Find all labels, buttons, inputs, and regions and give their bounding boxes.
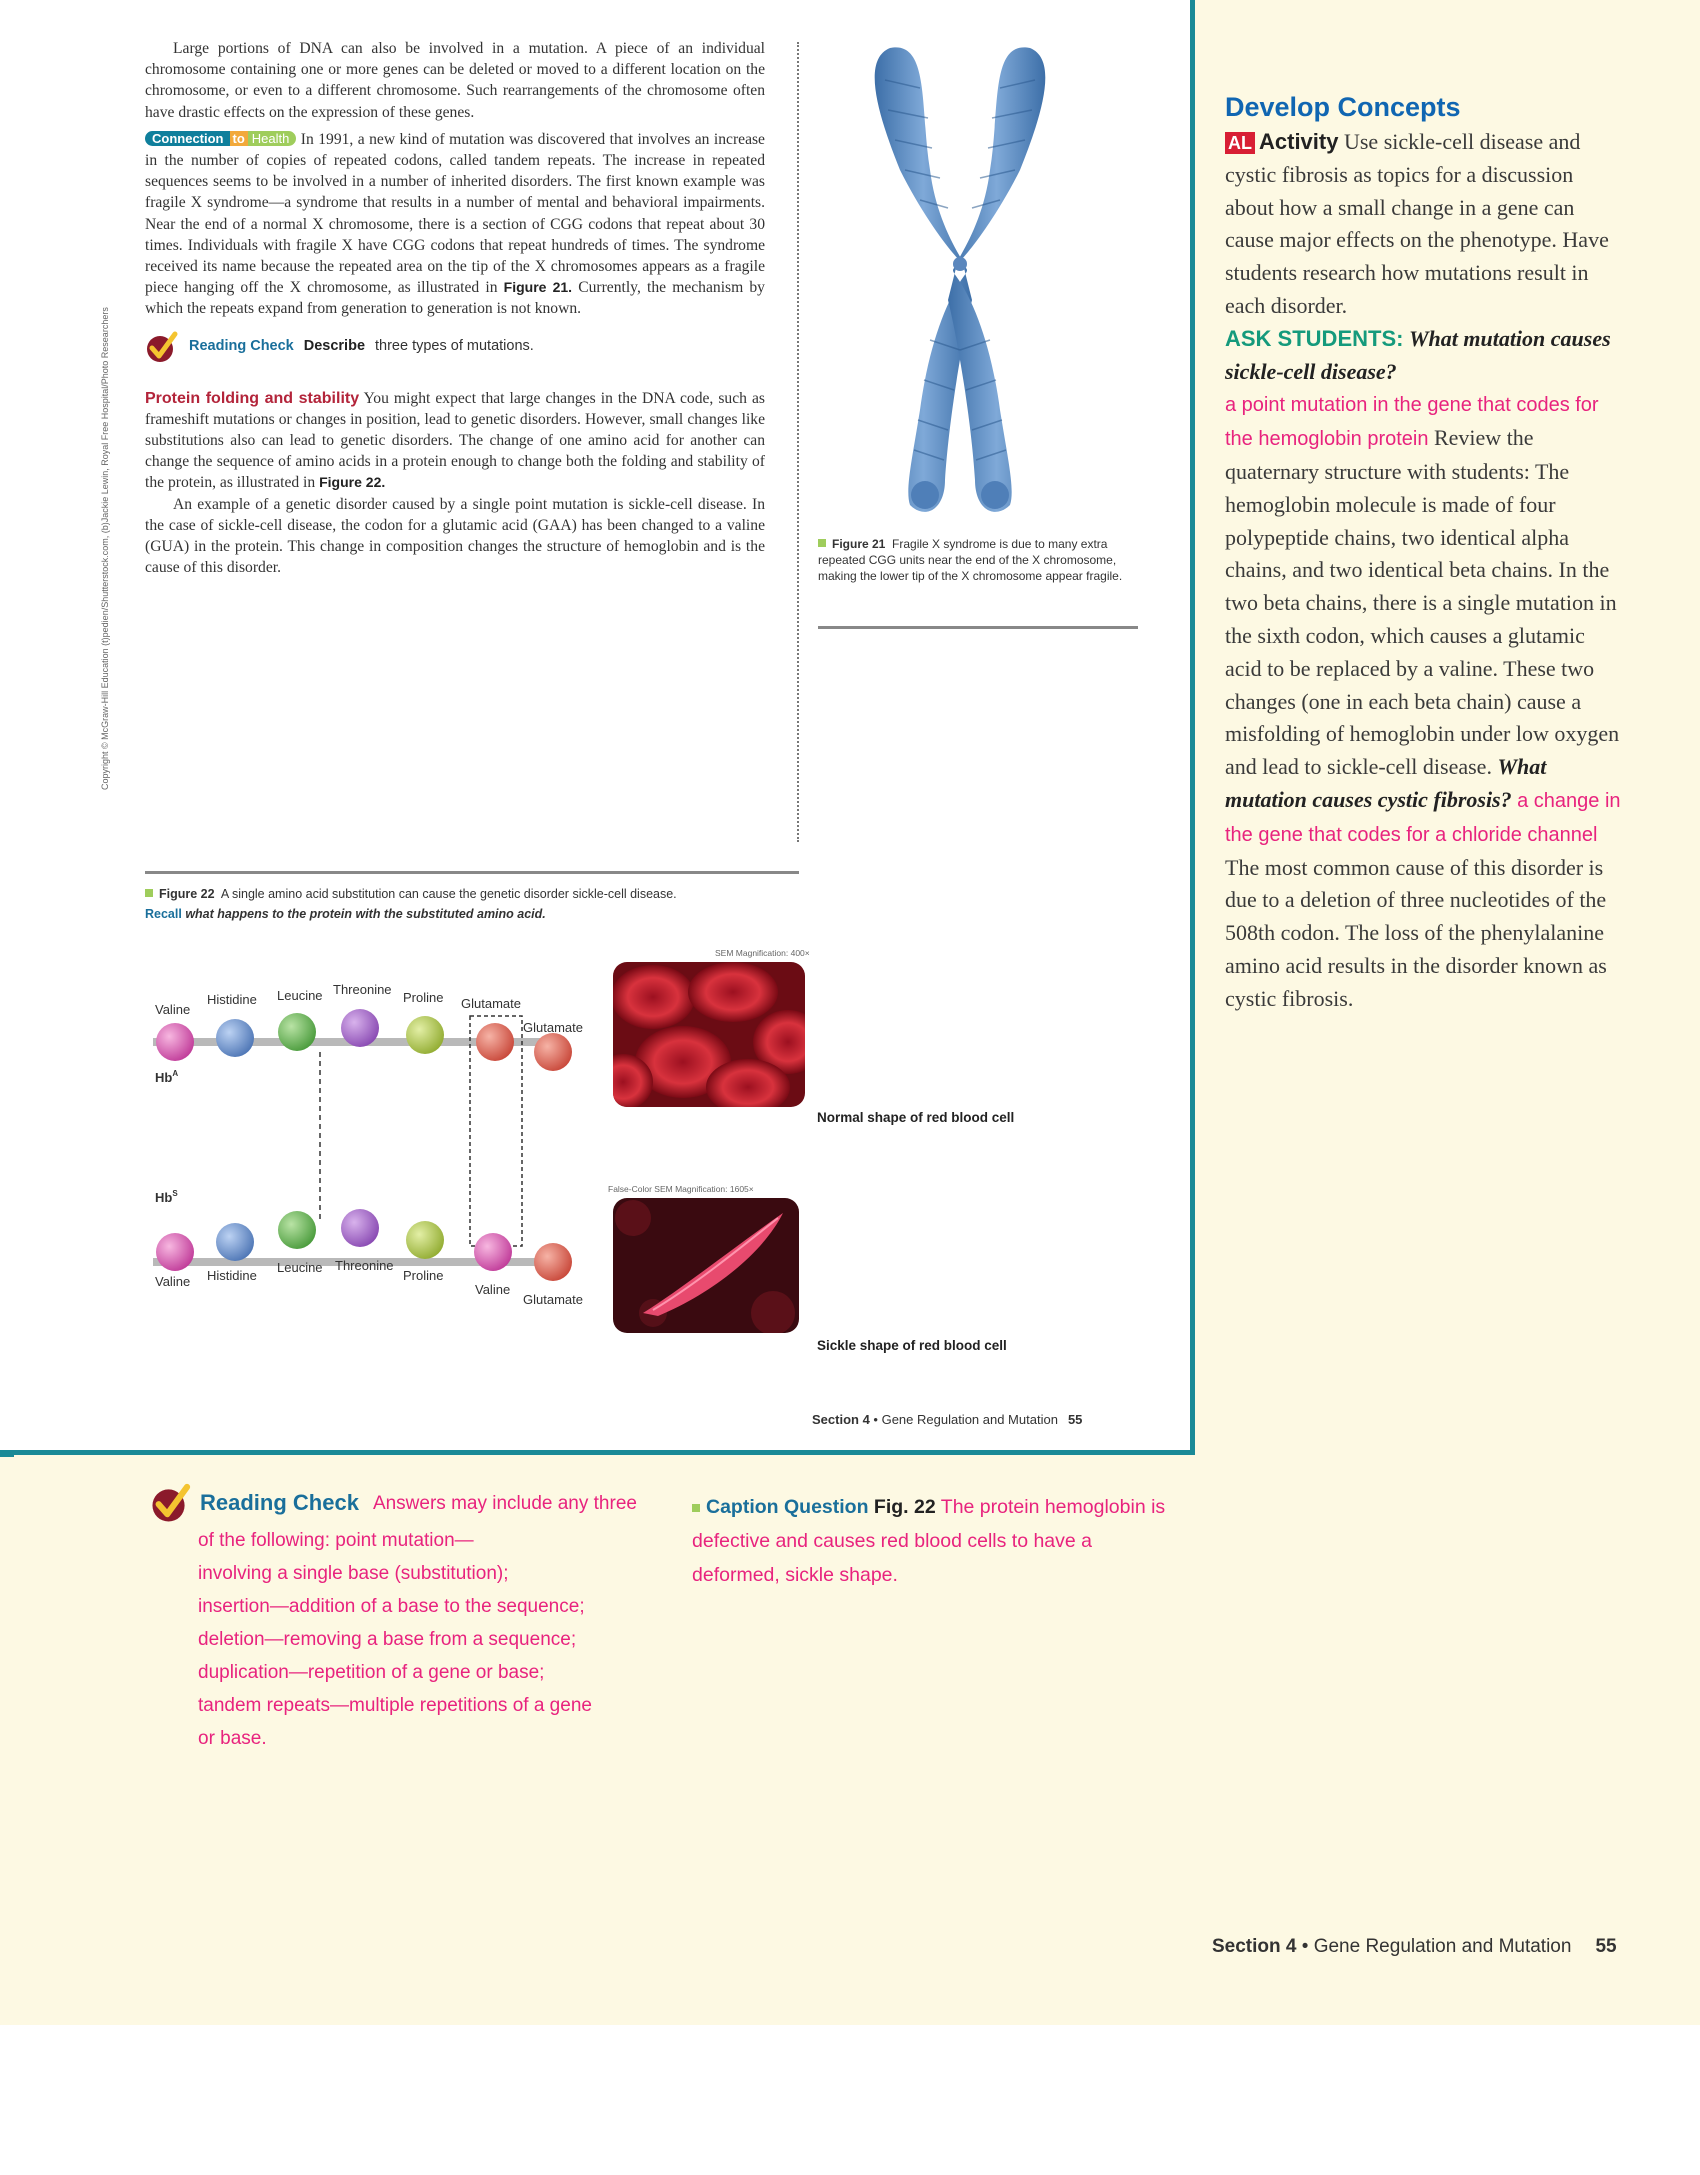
footer-section: Section 4 — [1212, 1936, 1297, 1957]
tandem-text: In 1991, a new kind of mutation was discovered that involves an increase in the number of copies of repeated codons, called tandem repeats. The increase in repeated sequences seems to be involved in a number of inherited disorders. The first known example was fragile X syndrome—a syndrome that results in a number of mental and behavioral impairments. Near the end of a normal X chromosome, there is a section of CGG codons that repeat about 30 times. Individuals with fragile X have CGG codons that repeat hundreds of times. The syndrome received its name because the repeated area on the tip of the X chromosomes appears as a fragile piece hanging off the X chromosome, as illustrated in — [145, 130, 765, 297]
hbs-label-valine-substituted: Valine — [475, 1282, 511, 1297]
answer-line: duplication—repetition of a gene or base; — [198, 1662, 545, 1683]
activity-paragraph — [1225, 126, 1625, 323]
footer-section: Section 4 — [812, 1412, 870, 1427]
recall-label: Recall — [145, 907, 182, 921]
reading-check-verb: Describe — [303, 338, 366, 355]
figure-21-caption — [818, 536, 1138, 584]
hbs-proline — [406, 1221, 444, 1259]
caption-bullet-icon — [692, 1504, 700, 1512]
hba-label-proline: Proline — [403, 990, 444, 1005]
normal-cell-label: Normal shape of red blood cell — [817, 1110, 1015, 1125]
main-text-column — [145, 38, 765, 578]
figure-22-label: Figure 22 — [159, 887, 215, 901]
reading-check-prompt — [145, 330, 765, 364]
answer-cystic-fibrosis: a change in the gene that codes for a chloride channel — [1225, 789, 1621, 846]
column-divider — [797, 42, 799, 842]
page-border-tick — [0, 1452, 14, 1457]
figure-22-rule — [145, 871, 799, 874]
hbs-label-leucine: Leucine — [277, 1260, 323, 1275]
hba-threonine — [341, 1009, 379, 1047]
reading-check-answer — [150, 1482, 670, 1755]
inner-page-footer: Section 4 • Gene Regulation and Mutation 55 — [812, 1412, 1083, 1427]
answer-sickle-cell: a point mutation in the gene that codes for the hemoglobin protein — [1225, 394, 1599, 451]
magnification-normal: SEM Magnification: 400× — [715, 948, 810, 958]
activity-label: Activity — [1259, 129, 1339, 154]
paragraph-tandem-repeats — [145, 129, 765, 320]
hba-label-threonine: Threonine — [333, 982, 392, 997]
hba-proline — [406, 1016, 444, 1054]
caption-bullet-icon — [145, 889, 153, 897]
ask-students-paragraph — [1225, 323, 1625, 389]
review-text: Review the quaternary structure with students: The hemoglobin molecule is made of four polypeptide chains, two identical alpha chains, and two identical beta chains. In the two beta chains, there is a single mutation in the sixth codon, which causes a glutamic acid to be replaced by a valine. These two changes (one in each beta chain) cause a misfolding of hemoglobin under low oxygen and lead to sickle-cell disease. — [1225, 425, 1620, 780]
outer-page-footer: Section 4 • Gene Regulation and Mutation 55 — [1212, 1936, 1617, 1957]
caption-bullet-icon — [818, 539, 826, 547]
answer-line: of the following: point mutation— — [198, 1530, 474, 1551]
hba-label-glutamate-1: Glutamate — [461, 996, 521, 1011]
teacher-sidebar — [1225, 90, 1625, 1016]
sickle-red-blood-cell-photo — [613, 1198, 799, 1333]
footer-title: Gene Regulation and Mutation — [881, 1412, 1058, 1427]
connection-label: Connection — [145, 131, 230, 146]
figure-22-caption-text: A single amino acid substitution can cause the genetic disorder sickle-cell disease. — [220, 887, 677, 901]
footer-title: Gene Regulation and Mutation — [1313, 1936, 1572, 1957]
answer-line: involving a single base (substitution); — [198, 1563, 509, 1584]
answer-line: tandem repeats—multiple repetitions of a gene — [198, 1695, 592, 1716]
copyright-credit: Copyright © McGraw-Hill Education (t)pedien/Shutterstock.com, (b)Jackie Lewin, Royal Free Hospital/Photo Researchers — [100, 307, 110, 790]
tandem-text-end: Currently, the mechanism by which the repeats expand from generation to generation is not known. — [145, 279, 765, 318]
reading-check-label: Reading Check — [189, 338, 294, 355]
check-icon — [145, 330, 179, 364]
hba-glutamate-2 — [534, 1033, 572, 1071]
figure-22 — [145, 940, 1145, 1353]
ask-students-label: ASK STUDENTS: — [1225, 325, 1404, 351]
caption-question-title: Caption Question — [706, 1496, 869, 1518]
hbs-leucine — [278, 1211, 316, 1249]
reading-check-answer-first: Answers may include any three — [372, 1492, 637, 1514]
connection-to: to — [230, 131, 248, 146]
normal-red-blood-cells-photo — [613, 962, 805, 1107]
paragraph-large-dna: Large portions of DNA can also be involved in a mutation. A piece of an individual chromosome containing one or more genes can be deleted or moved to a different location on the chromosome, or even to a different chromosome. Such rearrangements of the chromosome often have drastic effects on the expression of these genes. — [145, 40, 765, 121]
reading-check-text: three types of mutations. — [375, 338, 534, 355]
figure-22-reference: Figure 22. — [319, 474, 386, 491]
hba-valine — [156, 1023, 194, 1061]
hba-label: $Hb^A$ — [155, 1069, 179, 1085]
footer-page-number: 55 — [1067, 1412, 1083, 1427]
cystic-fibrosis-text: The most common cause of this disorder is due to a deletion of three nucleotides of the 508th codon. The loss of the phenylalanine amino acid results in the disorder known as cystic fibrosis. — [1225, 854, 1607, 1011]
figure-21-caption-text: Fragile X syndrome is due to many extra repeated CGG units near the end of the X chromosome, making the lower tip of the X chromosome appear fragile. — [818, 537, 1123, 583]
caption-question-answer — [692, 1490, 1182, 1592]
figure-22-caption — [145, 884, 799, 924]
paragraph-protein-folding — [145, 388, 765, 494]
caption-question-text: The protein hemoglobin is defective and causes red blood cells to have a deformed, sickle shape. — [692, 1496, 1166, 1586]
reading-check-answer-header — [150, 1482, 670, 1524]
hbs-threonine — [341, 1209, 379, 1247]
protein-folding-text: You might expect that large changes in the DNA code, such as frameshift mutations or changes in position, lead to genetic disorders. However, small changes like substitutions also can lead to genetic disorders. The change of one amino acid for another can change the sequence of amino acids in a protein enough to change both the folding and stability of the protein, as illustrated in — [145, 389, 765, 492]
protein-folding-heading: Protein folding and stability — [145, 389, 360, 407]
hba-glutamate-1 — [476, 1023, 514, 1061]
check-icon — [150, 1482, 192, 1524]
hba-leucine — [278, 1013, 316, 1051]
caption-question-figure: Fig. 22 — [873, 1496, 936, 1518]
activity-text: Use sickle-cell disease and cystic fibrosis as topics for a discussion about how a small change in a gene can cause major effects on the phenotype. Have students research how mutations result in each disorder. — [1225, 129, 1609, 318]
al-badge: AL — [1225, 132, 1255, 154]
recall-question: what happens to the protein with the substituted amino acid. — [185, 907, 546, 921]
hba-label-valine: Valine — [155, 1002, 191, 1017]
answer-line: deletion—removing a base from a sequence; — [198, 1629, 577, 1650]
hbs-label-proline: Proline — [403, 1268, 444, 1283]
question-sickle-cell: What mutation causes sickle-cell disease? — [1225, 325, 1611, 384]
hba-histidine — [216, 1019, 254, 1057]
magnification-sickle: False-Color SEM Magnification: 1605× — [608, 1184, 754, 1194]
question-cystic-fibrosis: What mutation causes cystic fibrosis? — [1225, 754, 1547, 812]
hbs-label: $Hb^S$ — [155, 1189, 178, 1205]
hbs-label-valine: Valine — [155, 1274, 191, 1289]
hbs-label-glutamate: Glutamate — [523, 1292, 583, 1307]
answer-line: insertion—addition of a base to the sequence; — [198, 1596, 585, 1617]
hbs-valine-substituted — [474, 1233, 512, 1271]
hbs-label-histidine: Histidine — [207, 1268, 257, 1283]
hbs-glutamate — [534, 1243, 572, 1281]
paragraph-sickle-cell: An example of a genetic disorder caused by a single point mutation is sickle-cell disease. In the case of sickle-cell disease, the codon for a glutamic acid (GAA) has been changed to a valine (GUA) in the protein. This change in composition changes the structure of hemoglobin and is the cause of this disorder. — [145, 495, 765, 577]
hba-label-leucine: Leucine — [277, 988, 323, 1003]
figure-21-label: Figure 21 — [832, 537, 886, 551]
connection-badge — [145, 130, 296, 147]
hba-label-glutamate-2: Glutamate — [523, 1020, 583, 1035]
reading-check-answer-title: Reading Check — [200, 1490, 359, 1515]
figure-21-reference: Figure 21. — [503, 279, 573, 296]
figure-21-rule — [818, 626, 1138, 629]
hbs-valine — [156, 1233, 194, 1271]
answer-line: or base. — [198, 1728, 267, 1749]
hbs-histidine — [216, 1223, 254, 1261]
answer-review-paragraph — [1225, 388, 1625, 1015]
connection-topic: Health — [248, 131, 297, 146]
hba-label-histidine: Histidine — [207, 992, 257, 1007]
sickle-cell-label: Sickle shape of red blood cell — [817, 1338, 1007, 1353]
develop-concepts-heading: Develop Concepts — [1225, 92, 1461, 122]
x-chromosome-image — [850, 40, 1070, 520]
reading-check-answer-lines — [150, 1524, 670, 1755]
footer-page-number: 55 — [1595, 1936, 1617, 1957]
hbs-label-threonine: Threonine — [335, 1258, 394, 1273]
